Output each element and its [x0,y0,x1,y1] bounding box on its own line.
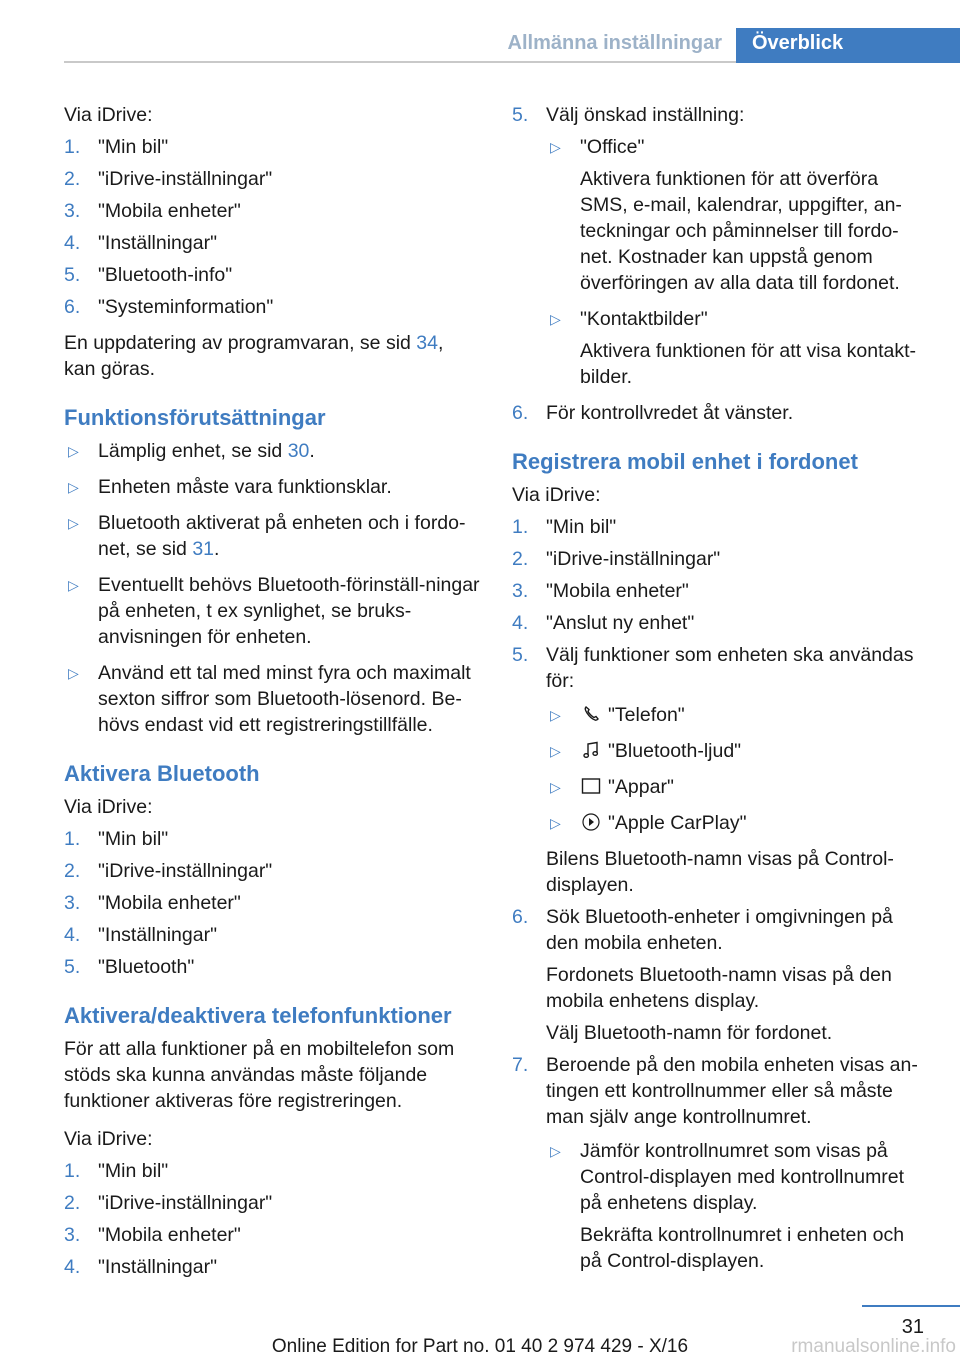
list-item [512,1052,928,1274]
bullet-text: Bluetooth aktiverat på enheten och i fordo‐net, se sid [98,512,466,560]
bullet-note: Bekräfta kontrollnumret i enheten och på Control-displayen. [580,1224,905,1272]
step-number: 1. [64,828,81,850]
step-number: 1. [64,1160,81,1182]
list-item [64,858,480,884]
list-item [64,1222,480,1248]
step-text: "Mobila enheter" [546,580,689,602]
step-number: 5. [512,644,529,666]
triangle-bullet-icon: ▷ [68,577,79,593]
step-number: 4. [512,612,529,634]
list-item [512,102,928,390]
right-column [512,102,928,1284]
list-item [64,294,480,320]
list-item [64,230,480,256]
heading-prerequisites: Funktionsförutsättningar [64,405,326,430]
step-text: "Mobila enheter" [98,892,241,914]
step-note: Välj Bluetooth-namn för fordonet. [546,1022,833,1044]
list-item [64,826,480,852]
step-text: "iDrive-inställningar" [98,1192,273,1214]
step-number: 4. [64,1256,81,1278]
function-audio-label: "Bluetooth-ljud" [608,740,742,762]
option-contact-desc: Aktivera funktionen för att visa kontakt‐bilder. [580,340,916,388]
function-carplay-label: "Apple CarPlay" [608,812,747,834]
update-text: En uppdatering av programvaran, se sid [64,332,417,354]
step-text: "Bluetooth-info" [98,264,233,286]
apps-icon [580,776,602,796]
list-item [64,572,480,650]
bullet-text-end: . [309,440,315,462]
triangle-bullet-icon: ▷ [550,1143,561,1159]
list-item [512,400,928,426]
triangle-bullet-icon: ▷ [68,443,79,459]
function-telefon-label: "Telefon" [608,704,685,726]
settings-options-list [546,134,928,390]
step-number: 5. [64,956,81,978]
step-text: "iDrive-inställningar" [98,168,273,190]
step-number: 2. [64,168,81,190]
list-item [512,514,928,540]
step-text: "Mobila enheter" [98,1224,241,1246]
list-item [64,134,480,160]
list-item [64,262,480,288]
list-item [64,890,480,916]
triangle-bullet-icon: ▷ [68,665,79,681]
page-link-30[interactable]: 30 [287,440,310,462]
step-number: 2. [64,1192,81,1214]
via-idrive-text: Via iDrive: [512,484,601,506]
update-paragraph [64,330,480,382]
bullet-text: Jämför kontrollnumret som visas på Control-displayen med kontrollnumret på enhetens display. [580,1140,905,1214]
step-number: 6. [64,296,81,318]
steps-list-info [64,134,480,320]
edition-text: Online Edition for Part no. 01 40 2 974 429 - X/16 [271,1336,689,1357]
page-link-34[interactable]: 34 [416,332,438,354]
list-item [546,810,928,836]
triangle-bullet-icon: ▷ [550,139,561,155]
list-item [512,642,928,898]
phone-functions-text: För att alla funktioner på en mobiltelefon som stöds ska kunna användas måste följande funktioner aktiveras före registreringen. [64,1038,455,1112]
steps-list-register [512,514,928,1274]
step-text: "Min bil" [98,828,169,850]
page-number: 31 [901,1316,924,1338]
watermark-text: rmanualsonline.info [791,1336,956,1357]
page-header [64,28,960,63]
step-text: "Inställningar" [98,1256,217,1278]
step-text: "Min bil" [98,1160,169,1182]
step-number: 5. [64,264,81,286]
heading-register-device: Registrera mobil enhet i fordonet [512,449,858,474]
option-office-label: "Office" [580,136,645,158]
list-item [546,738,928,764]
bullet-text: Eventuellt behövs Bluetooth-förinställ‐ningar på enheten, t ex synlighet, se bruks‐anvisningen för enheten. [98,574,480,648]
triangle-bullet-icon: ▷ [68,515,79,531]
triangle-bullet-icon: ▷ [550,779,561,795]
step-text: För kontrollvredet åt vänster. [546,402,794,424]
steps-list-activate [64,826,480,980]
triangle-bullet-icon: ▷ [550,815,561,831]
list-item [64,510,480,562]
step-text: Beroende på den mobila enheten visas an‐tingen ett kontrollnummer eller så måste man själv ange kontrollnumret. [546,1054,918,1128]
list-item [64,474,480,500]
prerequisites-list [64,438,480,738]
header-chapter-tab: Överblick [736,28,960,63]
step-number: 7. [512,1054,529,1076]
list-item [64,1190,480,1216]
step-number: 1. [64,136,81,158]
list-item [64,954,480,980]
list-item [64,438,480,464]
step-text: "Inställningar" [98,924,217,946]
carplay-icon [580,812,602,832]
step-number: 4. [64,924,81,946]
list-item [512,610,928,636]
steps-list-continued [512,102,928,426]
step-text: "Min bil" [546,516,617,538]
step-number: 6. [512,906,529,928]
step-number: 4. [64,232,81,254]
header-section-title: Allmänna inställningar [507,32,722,54]
step-number: 2. [512,548,529,570]
via-idrive-text: Via iDrive: [64,1128,153,1150]
step-text: Välj funktioner som enheten ska användas för: [546,644,914,692]
triangle-bullet-icon: ▷ [550,707,561,723]
heading-phone-functions: Aktivera/deaktivera telefonfunktioner [64,1003,452,1028]
function-appar-label: "Appar" [608,776,674,798]
step-number: 3. [512,580,529,602]
list-item [546,702,928,728]
option-office-desc: Aktivera funktionen för att överföra SMS, e-mail, kalendrar, uppgifter, an‐teckningar och påminnelser till fordo‐net. Kostnader kan uppstå genom överföringen av alla data till fordonet. [580,168,902,294]
step-text: "Inställningar" [98,232,217,254]
step-number: 3. [64,1224,81,1246]
page-link-31[interactable]: 31 [192,538,215,560]
step-number: 6. [512,402,529,424]
step-number: 3. [64,200,81,222]
via-idrive-text: Via iDrive: [64,796,153,818]
step-number: 3. [64,892,81,914]
list-item [64,660,480,738]
triangle-bullet-icon: ▷ [550,311,561,327]
step-text: "iDrive-inställningar" [546,548,721,570]
step-text: Sök Bluetooth-enheter i omgivningen på den mobila enheten. [546,906,893,954]
list-item [64,1254,480,1280]
bullet-text: Lämplig enhet, se sid [98,440,288,462]
step-note: Fordonets Bluetooth-namn visas på den mobila enhetens display. [546,964,892,1012]
verification-list [546,1138,928,1274]
list-item [512,546,928,572]
list-item [64,198,480,224]
step-text: "Systeminformation" [98,296,274,318]
step-text: "Bluetooth" [98,956,195,978]
update-text-end: , kan göras. [64,332,444,380]
triangle-bullet-icon: ▷ [550,743,561,759]
bullet-text: Använd ett tal med minst fyra och maximalt sexton siffror som Bluetooth-lösenord. Be‐hövs endast vid ett registreringstillfälle. [98,662,471,736]
list-item [512,578,928,604]
list-item [546,1138,928,1274]
step-text: "Anslut ny enhet" [546,612,695,634]
option-contact-label: "Kontaktbilder" [580,308,708,330]
left-column [64,102,480,1290]
heading-activate-bluetooth: Aktivera Bluetooth [64,761,260,786]
step-note: Bilens Bluetooth-namn visas på Control-displayen. [546,848,894,896]
bullet-text: Enheten måste vara funktionsklar. [98,476,392,498]
step-text: "Mobila enheter" [98,200,241,222]
step-text: "Min bil" [98,136,169,158]
steps-list-phone [64,1158,480,1280]
via-idrive-text: Via iDrive: [64,104,153,126]
list-item [64,1158,480,1184]
list-item [546,306,928,390]
phone-icon [580,704,602,724]
step-number: 5. [512,104,529,126]
step-text: Välj önskad inställning: [546,104,745,126]
step-number: 1. [512,516,529,538]
footer-divider [862,1305,960,1307]
list-item [546,134,928,296]
step-text: "iDrive-inställningar" [98,860,273,882]
list-item [64,922,480,948]
music-note-icon [580,740,602,760]
function-options-list [546,702,928,836]
triangle-bullet-icon: ▷ [68,479,79,495]
list-item [512,904,928,1046]
list-item [64,166,480,192]
bullet-text-end: . [214,538,220,560]
list-item [546,774,928,800]
step-number: 2. [64,860,81,882]
